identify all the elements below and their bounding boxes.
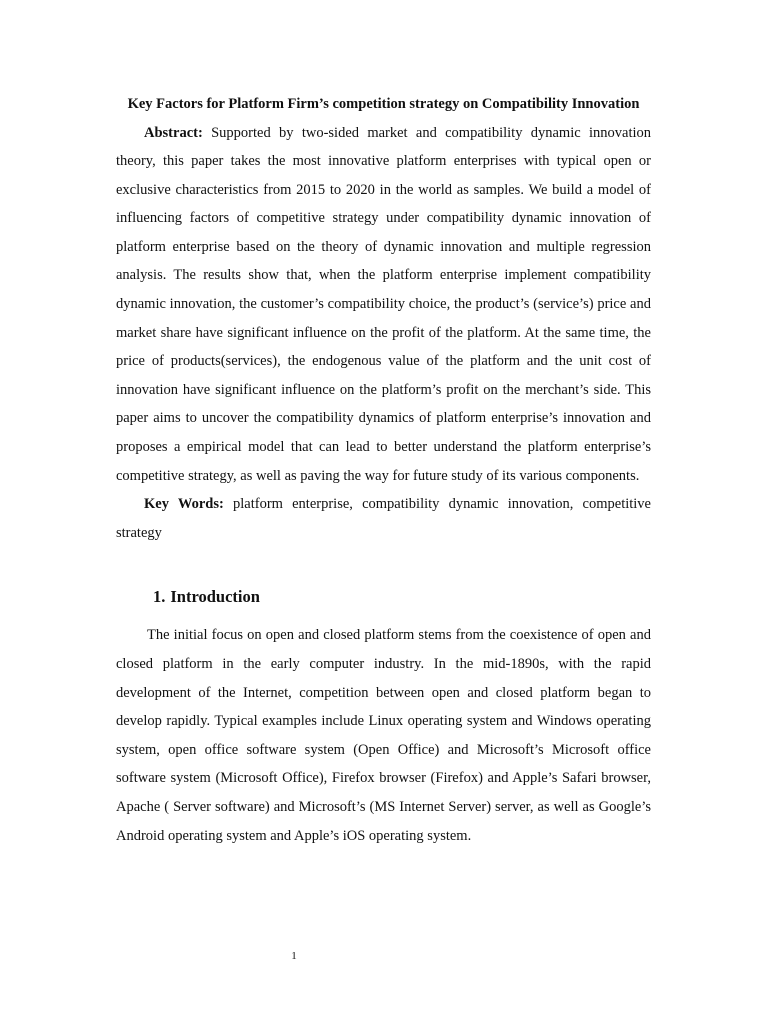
abstract-paragraph bbox=[116, 119, 651, 491]
paper-title: Key Factors for Platform Firm’s competition strategy on Compatibility Innovation bbox=[127, 96, 640, 112]
section-heading-introduction bbox=[153, 585, 651, 609]
abstract-text: Supported by two-sided market and compatibility dynamic innovation theory, this paper takes the most innovative platform enterprises with typical open or exclusive characteristics from 2015 to 2020 in the world as samples. We build a model of influencing factors of competitive strategy under compatibility dynamic innovation of platform enterprise based on the theory of dynamic innovation and multiple regression analysis. The results show that, when the platform enterprise implement compatibility dynamic innovation, the customer’s compatibility choice, the product’s (service’s) price and market share have significant influence on the profit of the platform. At the same time, the price of products(services), the endogenous value of the platform and the unit cost of innovation have significant influence on the platform’s profit on the merchant’s side. This paper aims to uncover the compatibility dynamics of platform enterprise’s innovation and proposes a empirical model that can lead to better understand the platform enterprise’s competitive strategy, as well as paving the way for future study of its various components. bbox=[116, 124, 651, 484]
paper-content bbox=[116, 90, 651, 850]
keywords-text: platform enterprise, compatibility dynamic innovation, competitive strategy bbox=[116, 496, 651, 541]
keywords-label: Key Words: bbox=[144, 496, 224, 513]
keywords-paragraph bbox=[116, 490, 651, 547]
section-number: 1. bbox=[153, 587, 166, 607]
page-number: 1 bbox=[291, 950, 297, 962]
section-title: Introduction bbox=[170, 587, 260, 607]
abstract-label: Abstract: bbox=[144, 124, 203, 141]
introduction-paragraph: The initial focus on open and closed platform stems from the coexistence of open and closed platform in the early computer industry. In the mid-1890s, with the rapid development of the Internet, competition between open and closed platform began to develop rapidly. Typical examples include Linux operating system and Windows operating system, open office software system (Open Office) and Microsoft’s Microsoft office software system (Microsoft Office), Firefox browser (Firefox) and Apple’s Safari browser, Apache ( Server software) and Microsoft’s (MS Internet Server) server, as well as Google’s Android operating system and Apple’s iOS operating system. bbox=[116, 627, 651, 844]
